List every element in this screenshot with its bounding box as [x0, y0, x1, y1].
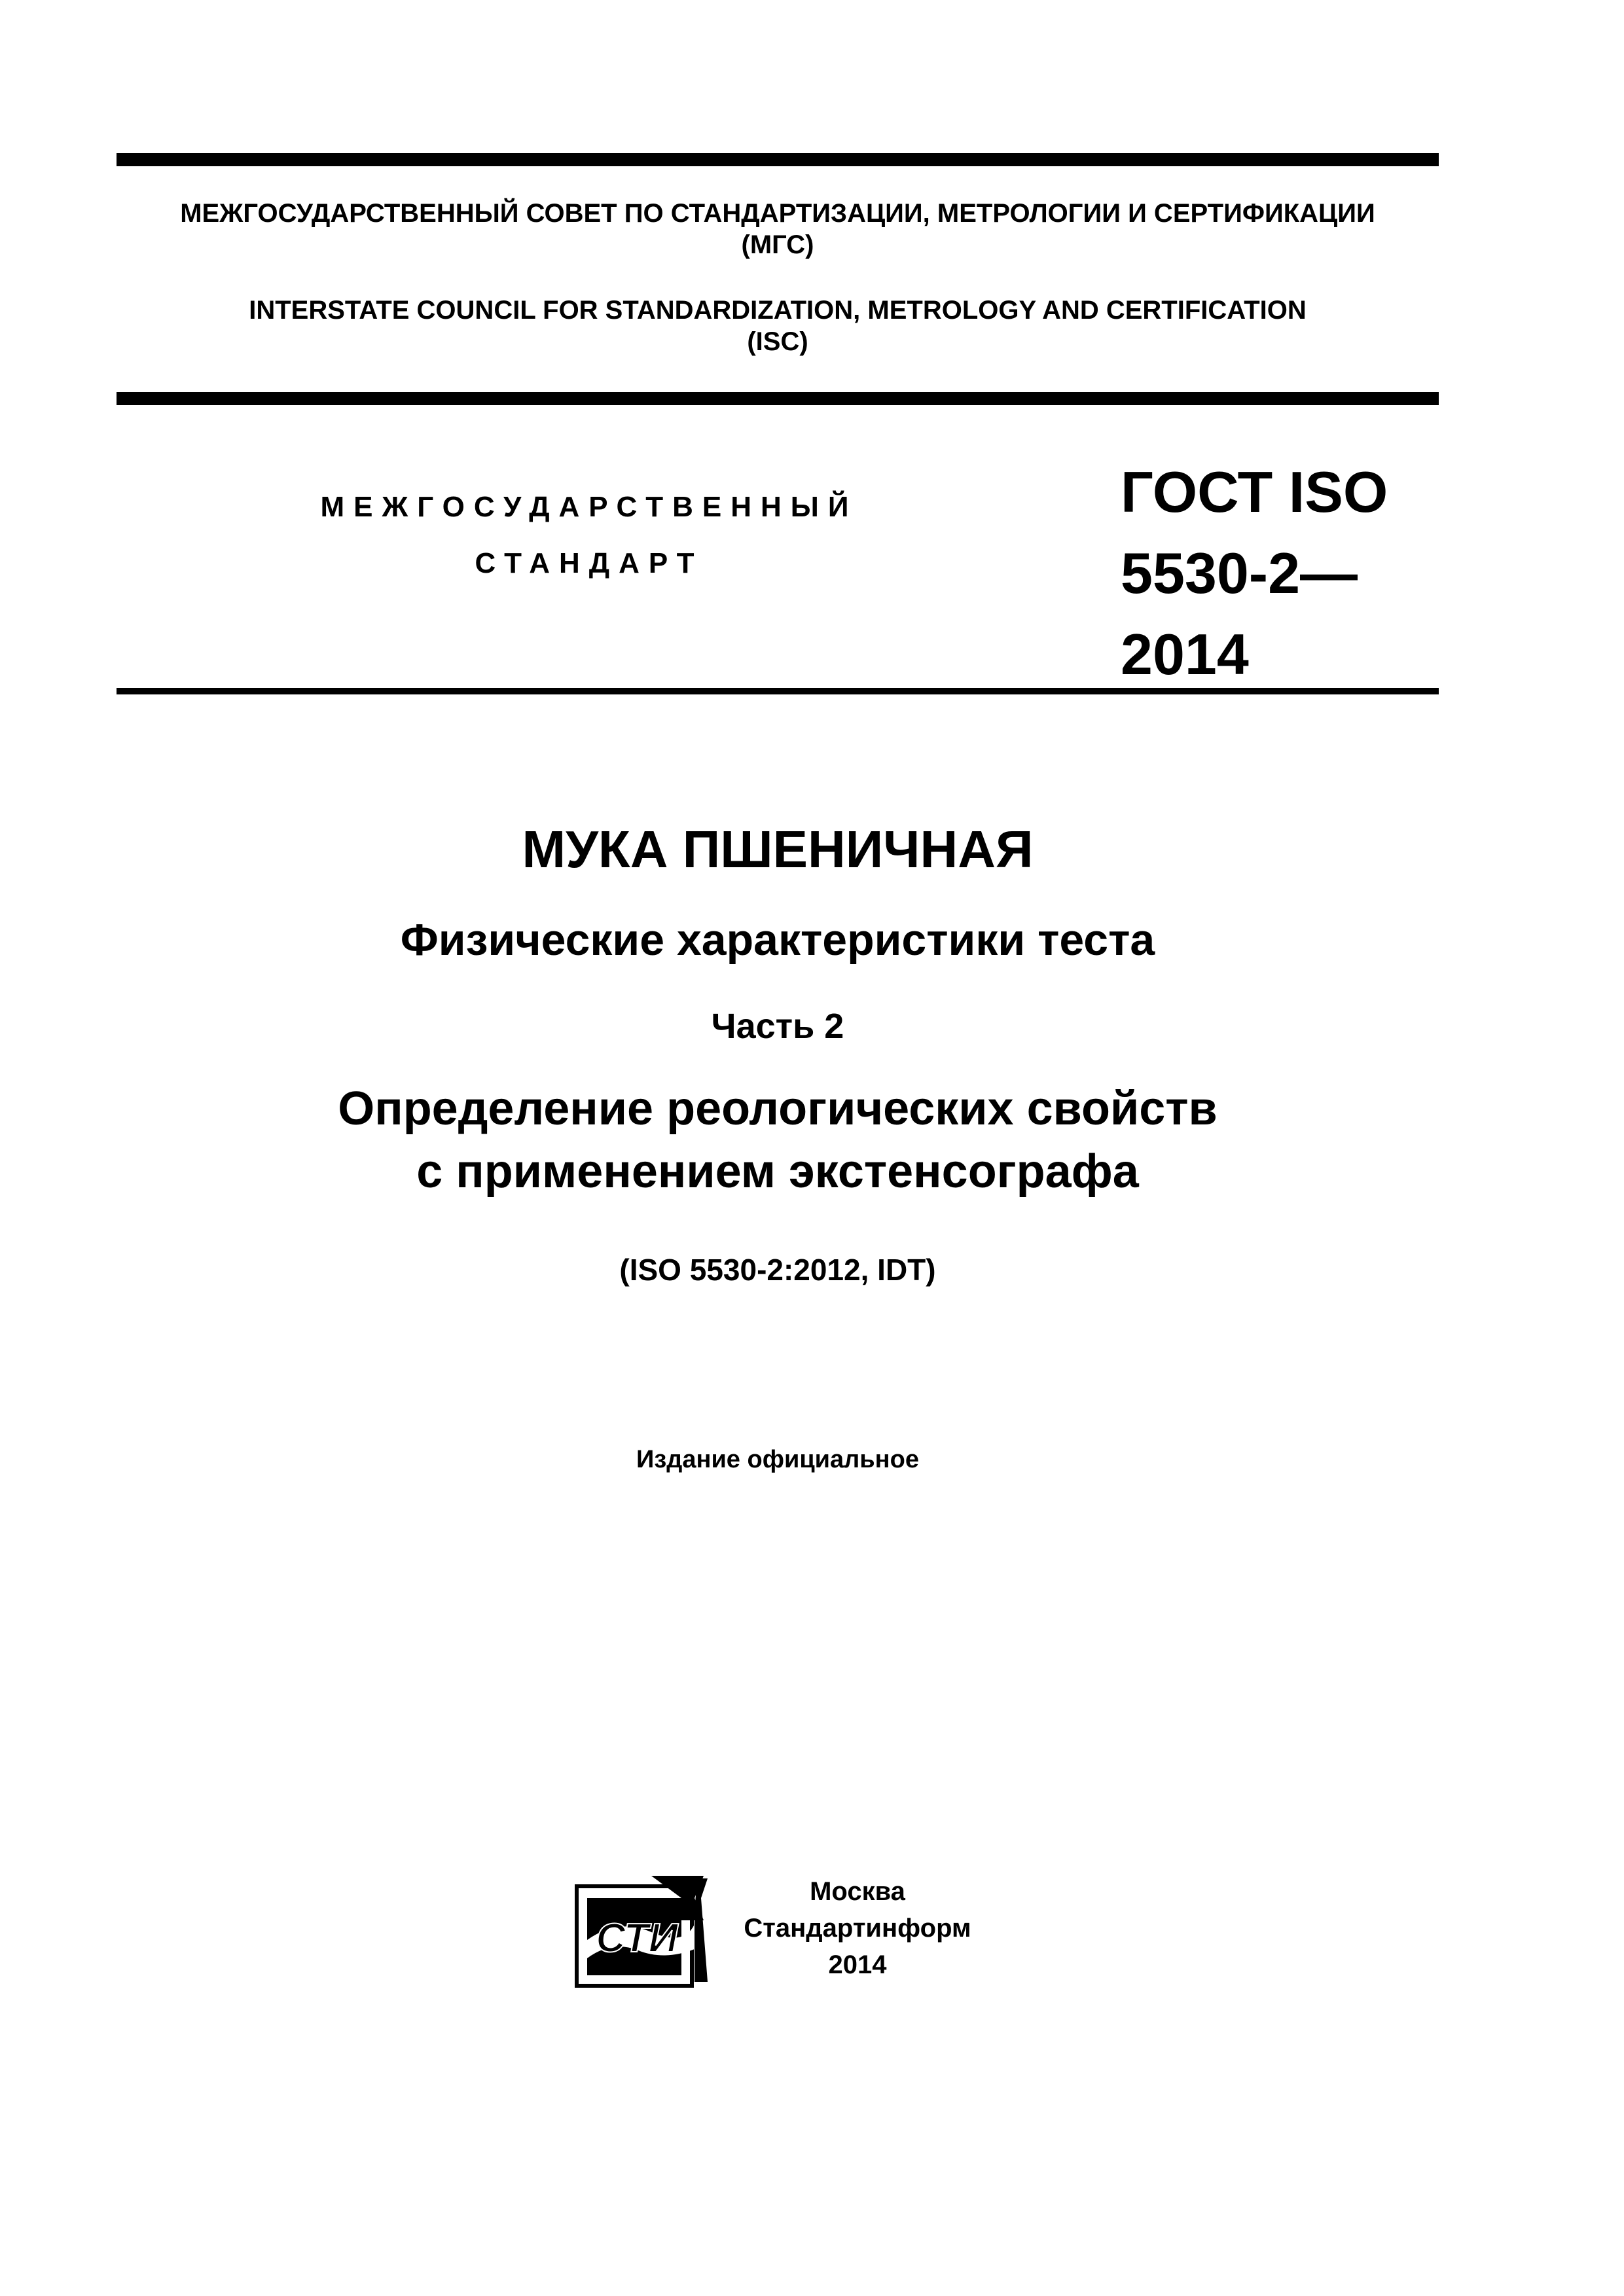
- council-name-ru: [117, 198, 1439, 260]
- standartinform-logo: [573, 1872, 710, 1990]
- iso-reference: (ISO 5530-2:2012, IDT): [619, 1253, 936, 1287]
- council-en-abbr: (ISC): [747, 327, 808, 356]
- council-ru-abbr: (МГС): [741, 230, 814, 259]
- document-part: Часть 2: [711, 1007, 844, 1046]
- gost-line1: ГОСТ ISO: [1121, 459, 1388, 524]
- gost-line3: 2014: [1121, 622, 1249, 687]
- publisher-block: [720, 1873, 995, 1983]
- document-subtitle: Физические характеристики теста: [400, 915, 1155, 965]
- part-title-line2: с применением экстенсографа: [416, 1145, 1139, 1198]
- council-ru-line1: МЕЖГОСУДАРСТВЕННЫЙ СОВЕТ ПО СТАНДАРТИЗАЦИИ, МЕТРОЛОГИИ И СЕРТИФИКАЦИИ: [180, 199, 1375, 228]
- publisher-year: 2014: [828, 1950, 887, 1979]
- standard-type-line2: СТАНДАРТ: [475, 547, 704, 579]
- gost-line2: 5530-2—: [1121, 541, 1358, 605]
- gost-designation: [1121, 452, 1422, 695]
- document-title: МУКА ПШЕНИЧНАЯ: [522, 820, 1034, 878]
- council-name-en: [117, 295, 1439, 357]
- middle-rule: [117, 392, 1439, 405]
- bottom-rule: [117, 688, 1439, 694]
- top-rule: [117, 153, 1439, 166]
- logo-text: СТИ: [596, 1916, 678, 1961]
- standard-type-line1: МЕЖГОСУДАРСТВЕННЫЙ: [320, 491, 858, 523]
- publisher-name: Стандартинформ: [744, 1914, 971, 1943]
- edition-note: Издание официальное: [636, 1446, 919, 1473]
- council-en-line1: INTERSTATE COUNCIL FOR STANDARDIZATION, METROLOGY AND CERTIFICATION: [249, 296, 1307, 325]
- document-part-title: [117, 1077, 1439, 1203]
- publisher-city: Москва: [810, 1877, 905, 1906]
- part-title-line1: Определение реологических свойств: [338, 1083, 1218, 1135]
